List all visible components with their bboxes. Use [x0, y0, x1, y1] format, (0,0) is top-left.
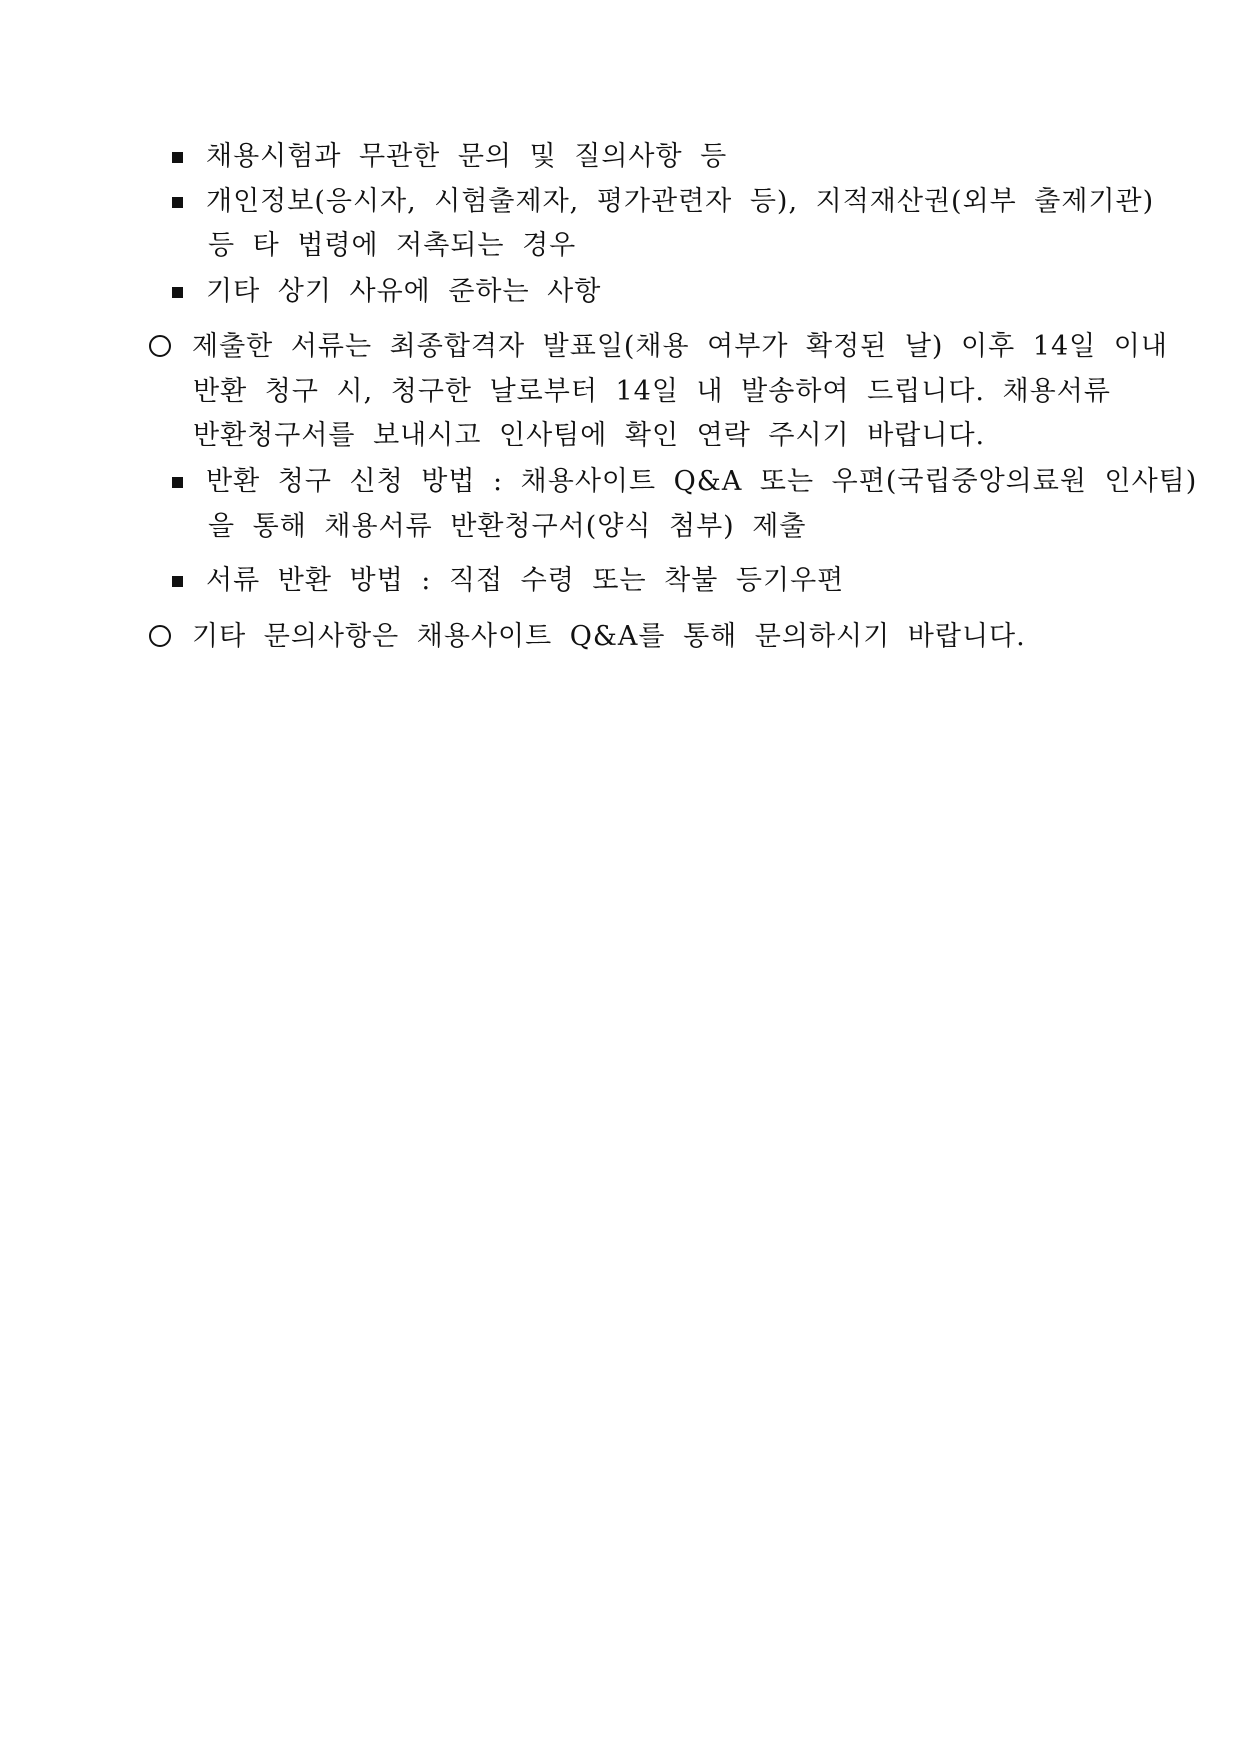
other-inquiries-notice: 기타 문의사항은 채용사이트 Q&A를 통해 문의하시기 바랍니다.	[192, 621, 1026, 652]
square-bullet-icon	[172, 152, 183, 163]
square-bullet-icon	[172, 576, 183, 587]
return-notice-line-3: 반환청구서를 보내시고 인사팀에 확인 연락 주시기 바랍니다.	[193, 420, 986, 451]
bullet-item-return-request-method-continued: 을 통해 채용서류 반환청구서(양식 첨부) 제출	[208, 511, 807, 542]
return-notice-line-1: 제출한 서류는 최종합격자 발표일(채용 여부가 확정된 날) 이후 14일 이내	[192, 331, 1168, 362]
square-bullet-icon	[172, 287, 183, 298]
bullet-item-return-method: 서류 반환 방법 : 직접 수령 또는 착불 등기우편	[206, 565, 845, 596]
square-bullet-icon	[172, 197, 183, 208]
square-bullet-icon	[172, 477, 183, 488]
circle-bullet-icon	[149, 335, 171, 357]
bullet-item-personal-info: 개인정보(응시자, 시험출제자, 평가관련자 등), 지적재산권(외부 출제기관)	[206, 186, 1155, 217]
bullet-item-return-request-method: 반환 청구 신청 방법 : 채용사이트 Q&A 또는 우편(국립중앙의료원 인사팀)	[206, 466, 1198, 497]
bullet-item-unrelated-inquiries: 채용시험과 무관한 문의 및 질의사항 등	[206, 141, 728, 172]
bullet-item-personal-info-continued: 등 타 법령에 저촉되는 경우	[208, 230, 577, 261]
bullet-item-other-reasons: 기타 상기 사유에 준하는 사항	[206, 276, 602, 307]
return-notice-line-2: 반환 청구 시, 청구한 날로부터 14일 내 발송하여 드립니다. 채용서류	[193, 376, 1111, 407]
circle-bullet-icon	[149, 625, 171, 647]
